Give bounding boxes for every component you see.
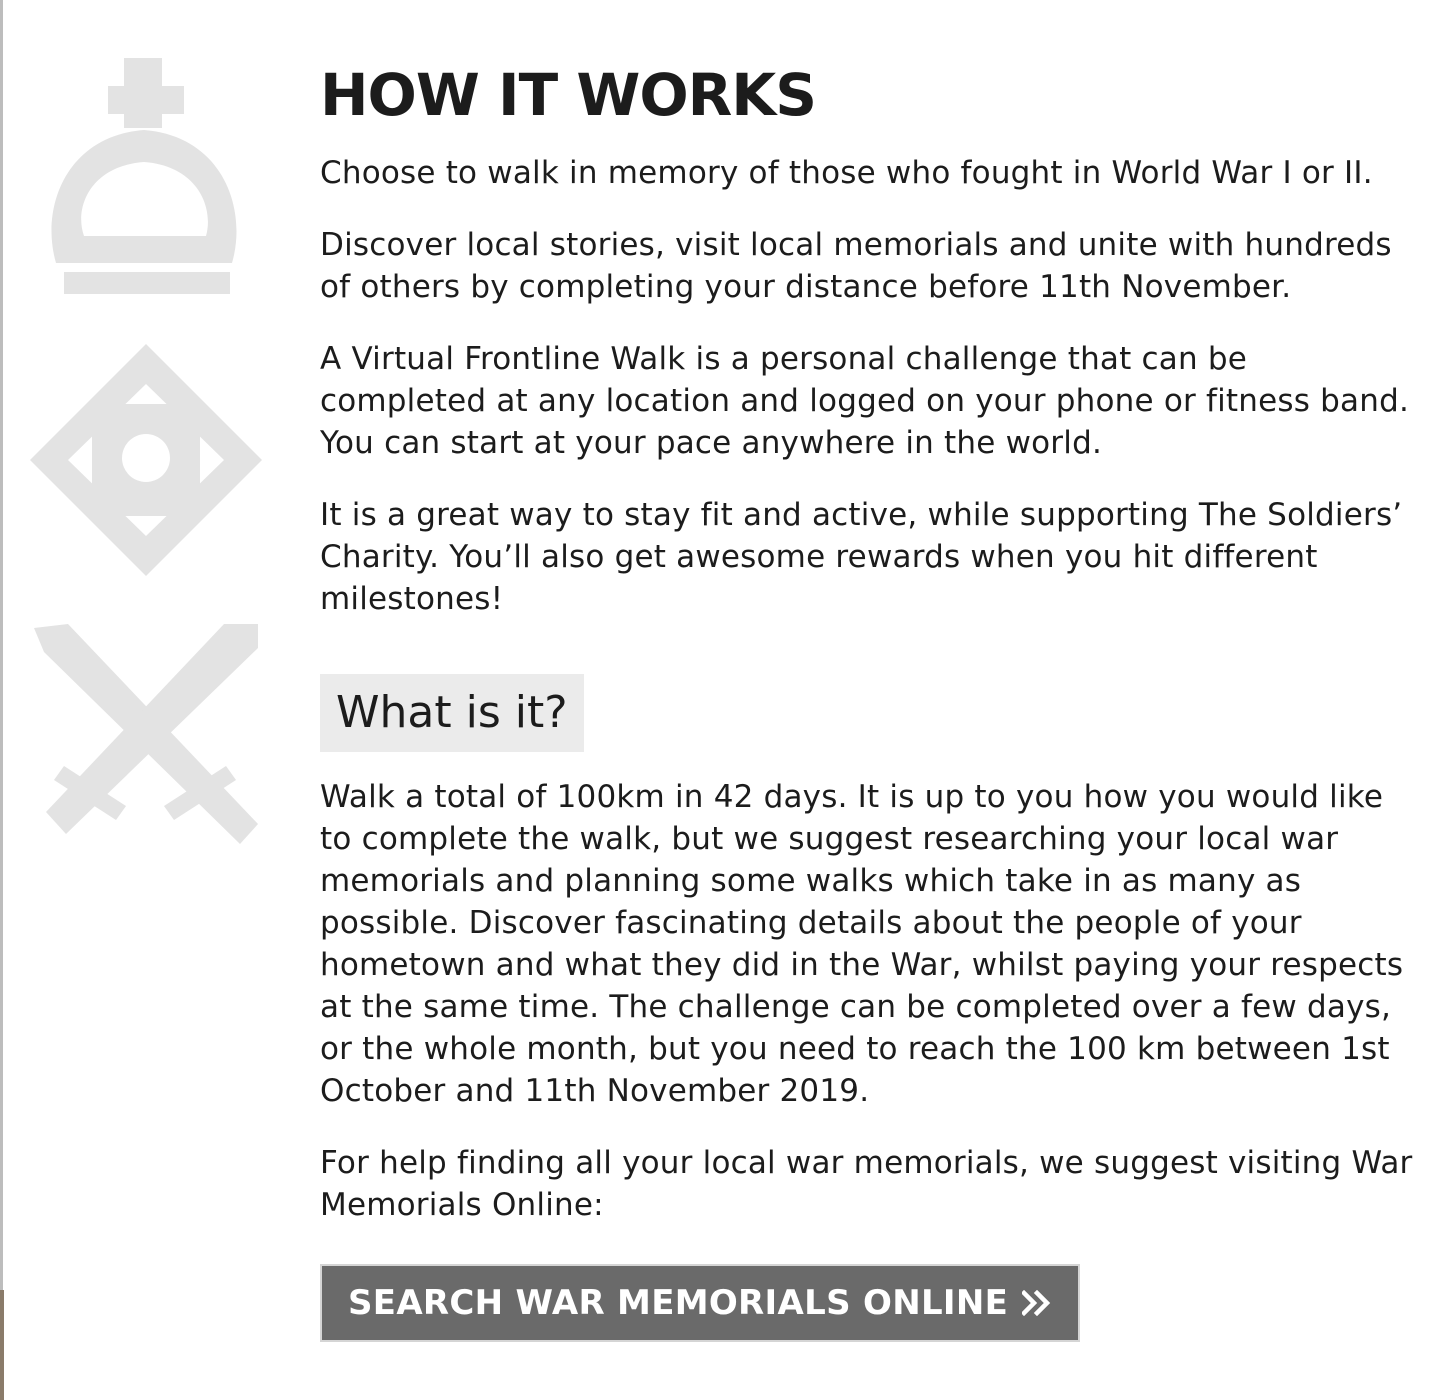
decorative-emblems xyxy=(26,58,266,858)
intro-paragraph: A Virtual Frontline Walk is a personal challenge that can be completed at any location and logged on your phone or fitness band. You can start at your pace anywhere in the world. xyxy=(320,341,1410,461)
search-war-memorials-label: SEARCH WAR MEMORIALS ONLINE xyxy=(348,1283,1009,1323)
window-left-edge-accent xyxy=(0,1290,4,1400)
section-heading: What is it? xyxy=(320,674,584,752)
intro-paragraph: It is a great way to stay fit and active, while supporting The Soldiers’ Charity. You’ll also get awesome rewards when you hit different milestones! xyxy=(320,497,1403,617)
intro-paragraph: Choose to walk in memory of those who fought in World War I or II. xyxy=(320,155,1373,191)
main-content xyxy=(320,62,1420,1342)
emblem-column xyxy=(26,58,266,858)
crossed-swords-icon xyxy=(34,624,258,844)
page-title: HOW IT WORKS xyxy=(320,61,817,129)
section-paragraph: Walk a total of 100km in 42 days. It is up to you how you would like to complete the walk, but we suggest researching your local war memorials and planning some walks which take in as many as possible. Discover fascinating details about the people of your hometown and what they did in the War, whilst paying your respects at the same time. The challenge can be completed over a few days, or the whole month, but you need to reach the 100 km between 1st October and 11th November 2019. xyxy=(320,779,1404,1109)
search-war-memorials-button[interactable] xyxy=(320,1264,1080,1342)
section-paragraph: For help finding all your local war memorials, we suggest visiting War Memorials Online: xyxy=(320,1145,1413,1223)
intro-paragraph: Discover local stories, visit local memorials and unite with hundreds of others by completing your distance before 11th November. xyxy=(320,227,1392,305)
double-chevron-right-icon xyxy=(1022,1290,1052,1316)
diamond-emblem-icon xyxy=(30,344,262,576)
window-left-edge xyxy=(0,0,3,1400)
crown-icon xyxy=(51,58,236,294)
